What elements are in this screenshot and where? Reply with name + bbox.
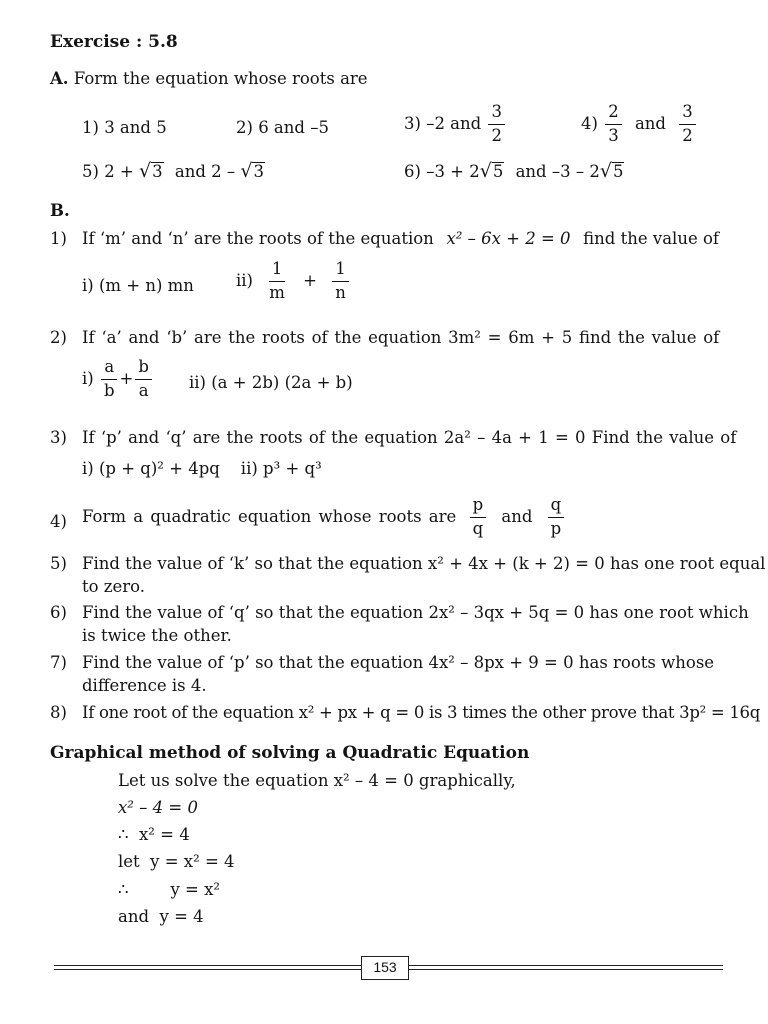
q4-num: 4): [50, 512, 67, 531]
q6-num: 6): [50, 603, 67, 622]
a-item-3-numerator: 3: [488, 103, 505, 125]
graphical-line: and y = 4: [118, 907, 204, 926]
q1-f2-den: n: [335, 282, 346, 302]
a-item-3: [404, 103, 507, 146]
q2-plus: +: [119, 368, 134, 388]
a-item-4-denominator-1: 3: [608, 125, 619, 145]
q1-plus: +: [303, 270, 317, 290]
q3-text: If ‘p’ and ‘q’ are the roots of the equation 2a² – 4a + 1 = 0 Find the value of: [82, 428, 737, 447]
q5-line-2: to zero.: [82, 577, 146, 596]
a-item-5-b: and 2 –: [174, 162, 236, 182]
a-item-2: [236, 118, 329, 139]
q7-line-1: Find the value of ‘p’ so that the equation 4x² – 8px + 9 = 0 has roots whose: [82, 653, 715, 672]
section-a-label: A.: [50, 69, 69, 88]
q1-text-a: If ‘m’ and ‘n’ are the roots of the equation: [82, 229, 434, 248]
a-item-1-text: 3 and 5: [104, 118, 167, 137]
q1-fraction-1: [266, 260, 288, 303]
page-number: [361, 956, 409, 980]
q7-line-2: difference is 4.: [82, 676, 207, 695]
graphical-line: let y = x² = 4: [118, 852, 235, 871]
a-item-6-radicand-1: 5: [492, 162, 504, 181]
a-item-1: [82, 118, 167, 139]
section-a-heading: [50, 69, 368, 90]
q6-line-1: Find the value of ‘q’ so that the equation 2x² – 3qx + 5q = 0 has one root which: [82, 603, 749, 622]
graphical-line: ∴ x² = 4: [118, 825, 190, 844]
a-item-3-pre: –2 and: [426, 113, 482, 133]
q1-equation: x² – 6x + 2 = 0: [446, 229, 571, 248]
q4-f1-den: q: [472, 518, 484, 538]
a-item-1-num: 1): [82, 118, 99, 137]
q1-sub-ii-label: ii): [236, 270, 253, 290]
a-item-3-denominator: 2: [491, 125, 502, 145]
q3-num: 3): [50, 428, 67, 447]
q5-line-1: Find the value of ‘k’ so that the equation x² + 4x + (k + 2) = 0 has one root equal: [82, 554, 766, 573]
q2-f1-den: b: [103, 380, 115, 400]
sqrt-symbol: √ 3: [240, 160, 264, 183]
q8-line-1: If one root of the equation x² + px + q = 0 is 3 times the other prove that 3p² = 16q: [82, 703, 761, 722]
q1-fraction-2: [332, 260, 349, 303]
graphical-line: x² – 4 = 0: [118, 798, 198, 817]
q4-and: and: [501, 506, 533, 526]
q4-f2-den: p: [550, 518, 562, 538]
q2-text: If ‘a’ and ‘b’ are the roots of the equation 3m² = 6m + 5 find the value of: [82, 328, 720, 347]
q3-sub: i) (p + q)² + 4pq ii) p³ + q³: [82, 459, 322, 478]
a-item-4-fraction-2: [679, 103, 696, 146]
q5-num: 5): [50, 554, 67, 573]
a-item-2-text: 6 and –5: [258, 118, 329, 137]
sqrt-symbol: √ 5: [599, 160, 624, 183]
q1-f1-num: 1: [269, 260, 286, 282]
a-item-4-denominator-2: 2: [682, 125, 693, 145]
sqrt-symbol: √ 3: [139, 160, 163, 183]
a-item-6-num: 6): [404, 162, 421, 182]
q6-line-2: is twice the other.: [82, 626, 232, 645]
q2-fraction-2: [135, 358, 152, 401]
exercise-title: Exercise : 5.8: [50, 32, 178, 52]
q2-f2-num: b: [135, 358, 152, 380]
q1-text: [82, 229, 719, 250]
q1-sub-ii: [236, 260, 351, 303]
a-item-4-num: 4): [581, 113, 598, 133]
a-item-4-numerator-1: 2: [605, 103, 622, 125]
a-item-5: [82, 160, 265, 183]
page-number-text: 153: [373, 959, 397, 976]
q1-text-b: find the value of: [583, 229, 719, 248]
q7-num: 7): [50, 653, 67, 672]
q2-sub-i: [82, 358, 154, 401]
a-item-4-and: and: [634, 113, 666, 133]
a-item-6-b: and –3 – 2: [515, 162, 600, 182]
a-item-5-radicand-1: 3: [152, 162, 163, 181]
q4-text-main: Form a quadratic equation whose roots are: [82, 506, 457, 526]
a-item-5-num: 5): [82, 162, 99, 182]
section-a-instruction: Form the equation whose roots are: [73, 69, 368, 88]
a-item-4-numerator-2: 3: [679, 103, 696, 125]
q2-sub-i-label: i): [82, 368, 94, 388]
a-item-3-num: 3): [404, 113, 421, 133]
q4-text: [82, 496, 566, 539]
a-item-5-radicand-2: 3: [253, 162, 264, 181]
a-item-4: [581, 103, 698, 146]
graphical-line: ∴ y = x²: [118, 880, 221, 899]
graphical-line: Let us solve the equation x² – 4 = 0 graphically,: [118, 771, 516, 790]
section-b-label: B.: [50, 201, 70, 220]
a-item-6-a: –3 + 2: [426, 162, 480, 182]
q2-sub-ii: ii) (a + 2b) (2a + b): [189, 373, 353, 392]
q4-fraction-2: [548, 496, 565, 539]
q2-num: 2): [50, 328, 67, 347]
a-item-4-fraction-1: [605, 103, 622, 146]
a-item-5-a: 2 +: [104, 162, 134, 182]
q1-f1-den: m: [269, 282, 285, 302]
a-item-2-num: 2): [236, 118, 253, 137]
q2-f1-num: a: [101, 358, 117, 380]
graphical-heading: Graphical method of solving a Quadratic Equation: [50, 743, 530, 763]
q2-f2-den: a: [138, 380, 149, 400]
q4-f2-num: q: [548, 496, 565, 518]
q2-fraction-1: [101, 358, 118, 401]
q4-fraction-1: [470, 496, 487, 539]
q8-num: 8): [50, 703, 67, 722]
a-item-6-radicand-2: 5: [612, 162, 624, 181]
q1-sub-i: i) (m + n) mn: [82, 276, 194, 295]
sqrt-symbol: √ 5: [479, 160, 504, 183]
q4-f1-num: p: [470, 496, 487, 518]
a-item-6: [404, 160, 624, 183]
a-item-3-fraction: [488, 103, 505, 146]
q1-num: 1): [50, 229, 67, 248]
q1-f2-num: 1: [332, 260, 349, 282]
